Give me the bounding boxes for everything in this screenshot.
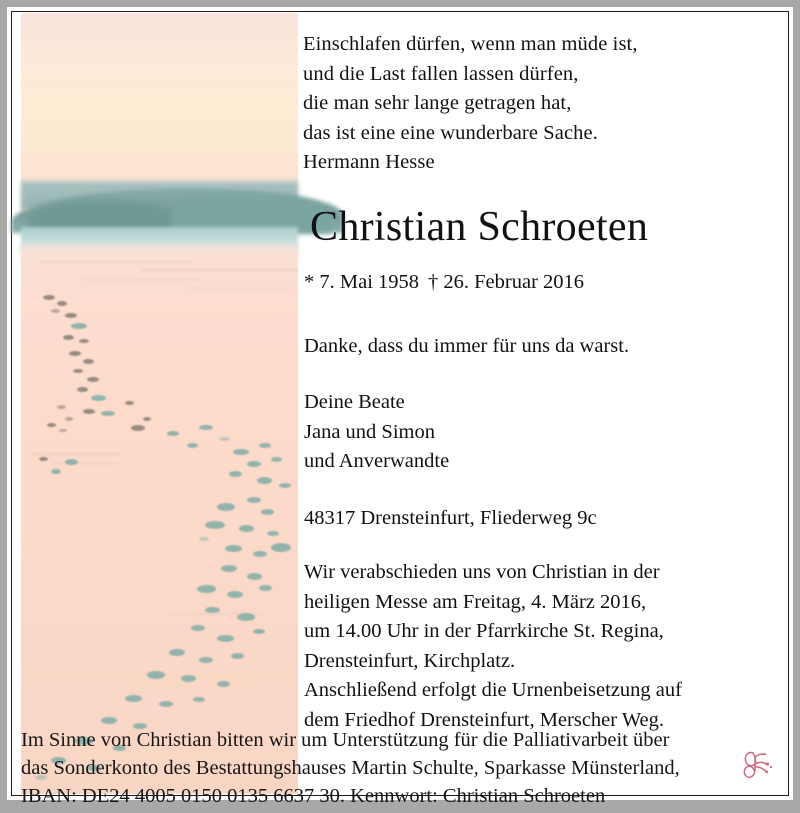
- footprint: [51, 469, 61, 474]
- footprint: [87, 377, 99, 382]
- footprint: [261, 509, 274, 515]
- footprint: [199, 537, 209, 541]
- footprint: [227, 591, 243, 598]
- footprint: [219, 437, 230, 441]
- footprint: [143, 417, 151, 421]
- photo-sand-streak: [41, 261, 191, 263]
- service-line: Wir verabschieden uns von Christian in der: [304, 561, 660, 583]
- footprint: [43, 295, 55, 300]
- footprint: [191, 625, 205, 631]
- photo-sand-streak: [141, 269, 301, 271]
- footprint: [73, 369, 83, 373]
- footprint: [193, 697, 205, 702]
- donation-notice: [21, 726, 766, 810]
- footprint: [57, 405, 66, 409]
- photo-sand: [21, 253, 298, 794]
- footprint: [51, 309, 60, 313]
- footprint: [77, 387, 88, 392]
- footprint: [39, 457, 48, 461]
- footprint: [253, 551, 267, 557]
- service-line: um 14.00 Uhr in der Pfarrkirche St. Regina,: [304, 620, 664, 642]
- death-symbol: †: [428, 271, 439, 293]
- family-line: Deine Beate: [304, 391, 405, 413]
- footprint: [217, 681, 230, 687]
- thanks-message: Danke, dass du immer für uns da warst.: [304, 335, 630, 357]
- footprint: [47, 423, 56, 427]
- footprint: [71, 323, 87, 329]
- funeral-service-details: [304, 558, 682, 735]
- photo-sand-streak: [81, 279, 201, 280]
- footprint: [65, 459, 78, 465]
- footprint: [125, 695, 142, 702]
- footprint: [101, 717, 117, 724]
- birth-symbol: *: [304, 271, 315, 293]
- footprint: [253, 629, 265, 634]
- footprint: [221, 565, 237, 572]
- footprint: [125, 401, 134, 405]
- life-dates: [304, 271, 584, 294]
- footprint: [131, 425, 145, 431]
- family-line: Jana und Simon: [304, 420, 435, 443]
- footprint: [199, 425, 213, 430]
- footprint: [205, 607, 220, 613]
- donation-line: IBAN: DE24 4005 0150 0135 6637 30. Kennwort: Christian Schroeten: [21, 785, 606, 807]
- footprint: [247, 461, 261, 467]
- obituary-text-column: [303, 13, 773, 731]
- service-line: Anschließend erfolgt die Urnenbeisetzung auf: [304, 679, 682, 701]
- photo-sand-streak: [51, 463, 121, 464]
- footprint: [59, 429, 67, 432]
- footprint: [217, 503, 235, 511]
- service-line: dem Friedhof Drensteinfurt, Merscher Weg.: [304, 708, 665, 731]
- photo-sand-streak: [191, 289, 291, 290]
- footprint: [229, 471, 242, 477]
- footprint: [279, 483, 291, 488]
- footprint: [271, 457, 282, 462]
- birth-date: 7. Mai 1958: [319, 271, 420, 293]
- footprint: [257, 477, 272, 484]
- butterfly-icon: [736, 747, 778, 783]
- footprint: [199, 657, 213, 663]
- footprint: [247, 573, 262, 580]
- footprint: [197, 585, 216, 593]
- footprint: [237, 613, 255, 621]
- photo-sand-streak: [31, 453, 121, 455]
- footprint: [187, 443, 198, 448]
- poem-line: und die Last fallen lassen dürfen,: [303, 62, 579, 85]
- service-line: Drensteinfurt, Kirchplatz.: [304, 649, 516, 672]
- footprint: [91, 395, 106, 401]
- footprint: [181, 675, 196, 682]
- footprint: [259, 443, 271, 448]
- footprint: [79, 339, 89, 343]
- poem-line: die man sehr lange getragen hat,: [303, 92, 572, 114]
- footprint: [159, 701, 173, 707]
- footprint: [65, 313, 77, 318]
- footprint: [69, 351, 81, 356]
- footprint: [225, 545, 242, 552]
- footprint: [247, 497, 261, 503]
- memorial-photo: [21, 13, 298, 794]
- footprint: [169, 649, 185, 656]
- deceased-name: Christian Schroeten: [310, 204, 649, 250]
- service-line: heiligen Messe am Freitag, 4. März 2016,: [304, 590, 647, 613]
- memorial-poem: [303, 30, 638, 178]
- footprint: [217, 635, 234, 642]
- footprint: [83, 359, 94, 364]
- footprint: [57, 301, 67, 306]
- footprint: [167, 431, 179, 436]
- donation-line: das Sonderkonto des Bestattungshauses Martin Schulte, Sparkasse Münsterland,: [21, 757, 680, 779]
- footprint: [233, 449, 249, 455]
- obituary-card: [13, 13, 787, 807]
- footprint: [65, 417, 73, 421]
- death-date: 26. Februar 2016: [443, 271, 585, 293]
- footprint: [147, 671, 165, 679]
- footprint: [239, 525, 254, 532]
- footprint: [101, 411, 115, 416]
- family-line: und Anverwandte: [304, 450, 450, 472]
- footprint: [231, 653, 244, 659]
- poem-line: das ist eine eine wunderbare Sache.: [303, 121, 598, 144]
- footprint: [83, 409, 95, 414]
- poem-author: Hermann Hesse: [303, 151, 435, 173]
- footprint: [63, 335, 74, 340]
- donation-line: Im Sinne von Christian bitten wir um Unterstützung für die Palliativarbeit über: [21, 729, 670, 751]
- poem-line: Einschlafen dürfen, wenn man müde ist,: [303, 33, 638, 55]
- surviving-family: [304, 388, 449, 477]
- footprint: [259, 585, 272, 591]
- footprint: [267, 531, 279, 536]
- family-address: 48317 Drensteinfurt, Fliederweg 9c: [304, 507, 597, 529]
- footprint: [271, 543, 291, 552]
- footprint: [205, 521, 225, 529]
